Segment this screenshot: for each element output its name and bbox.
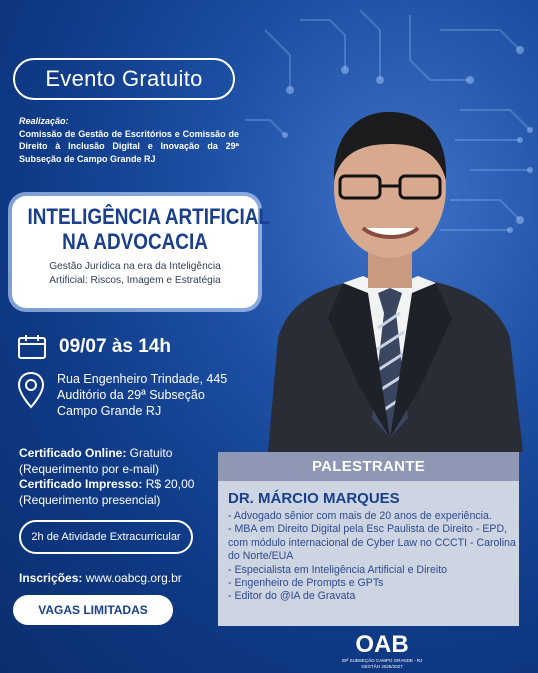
speaker-bio-list <box>228 510 519 604</box>
registration-label: Inscrições: <box>19 571 83 585</box>
oab-logo-mark: OAB <box>355 631 409 658</box>
address-line3: Campo Grande RJ <box>57 404 162 418</box>
speaker-panel <box>218 452 519 626</box>
speaker-name: DR. MÁRCIO MARQUES <box>228 490 400 507</box>
speaker-panel-header: PALESTRANTE <box>218 452 519 481</box>
printed-certificate-note: (Requerimento presencial) <box>19 492 161 507</box>
event-date-time: 09/07 às 14h <box>59 336 171 357</box>
registration-url[interactable]: www.oabcg.org.br <box>82 571 182 585</box>
event-title-line2: NA ADVOCACIA <box>62 229 208 254</box>
speaker-photo <box>248 88 533 452</box>
event-subtitle-line1: Gestão Jurídica na era da Inteligência <box>49 261 221 272</box>
online-certificate <box>19 446 194 462</box>
speaker-bio-item: - Especialista em Inteligência Artificial e Direito <box>228 563 448 576</box>
event-subtitle-line2: Artificial: Riscos, Imagem e Estratégia <box>49 275 221 286</box>
online-certificate-value: Gratuito <box>126 446 173 460</box>
event-address <box>57 371 227 419</box>
oab-logo-caption2: GESTÃO 2025/2027 <box>361 664 403 669</box>
oab-logo <box>340 628 424 672</box>
event-subtitle <box>22 260 248 288</box>
address-line1: Rua Engenheiro Trindade, 445 <box>57 372 228 386</box>
speaker-bio-item: - Advogado sênior com mais de 20 anos de experiência. <box>228 510 492 522</box>
free-event-badge: Evento Gratuito <box>13 58 235 100</box>
printed-certificate-label: Certificado Impresso: <box>19 477 143 491</box>
speaker-bio-item: do Norte/EUA <box>228 550 294 563</box>
speaker-bio-item: com módulo internacional de Cyber Law no CCCTI - Carolina <box>228 536 516 549</box>
speaker-bio-item: - MBA em Direito Digital pela Esc Paulista de Direito - EPD, <box>228 523 508 536</box>
oab-logo-caption1: 29ª SUBSEÇÃO CAMPO GRANDE - RJ <box>341 658 423 663</box>
extracurricular-hours-badge: 2h de Atividade Extracurricular <box>19 520 193 554</box>
certificate-info <box>19 446 194 508</box>
event-title-card <box>12 196 270 308</box>
location-row <box>17 371 227 419</box>
printed-certificate-value: R$ 20,00 <box>142 477 195 491</box>
date-row <box>17 334 171 360</box>
online-certificate-note: (Requerimento por e-mail) <box>19 461 160 476</box>
printed-certificate <box>19 477 194 493</box>
event-title-line1: INTELIGÊNCIA ARTIFICIAL <box>27 204 270 229</box>
address-line2: Auditório da 29ª Subseção <box>57 388 205 402</box>
location-pin-icon <box>17 371 45 411</box>
speaker-bio-item: - Editor do @IA de Gravata <box>228 590 356 603</box>
organizers-block <box>19 115 239 165</box>
online-certificate-label: Certificado Online: <box>19 446 127 460</box>
limited-spots-button[interactable]: VAGAS LIMITADAS <box>13 595 173 625</box>
organizers-label: Realização: <box>19 116 69 126</box>
calendar-icon <box>17 334 47 360</box>
organizers-text: Comissão de Gestão de Escritórios e Comissão de Direito à Inclusão Digital e Inovação da 29ª Subseção de Campo Grande RJ <box>19 128 239 164</box>
speaker-bio-item: - Engenheiro de Prompts e GPTs <box>228 577 384 590</box>
registration-info <box>19 571 182 585</box>
